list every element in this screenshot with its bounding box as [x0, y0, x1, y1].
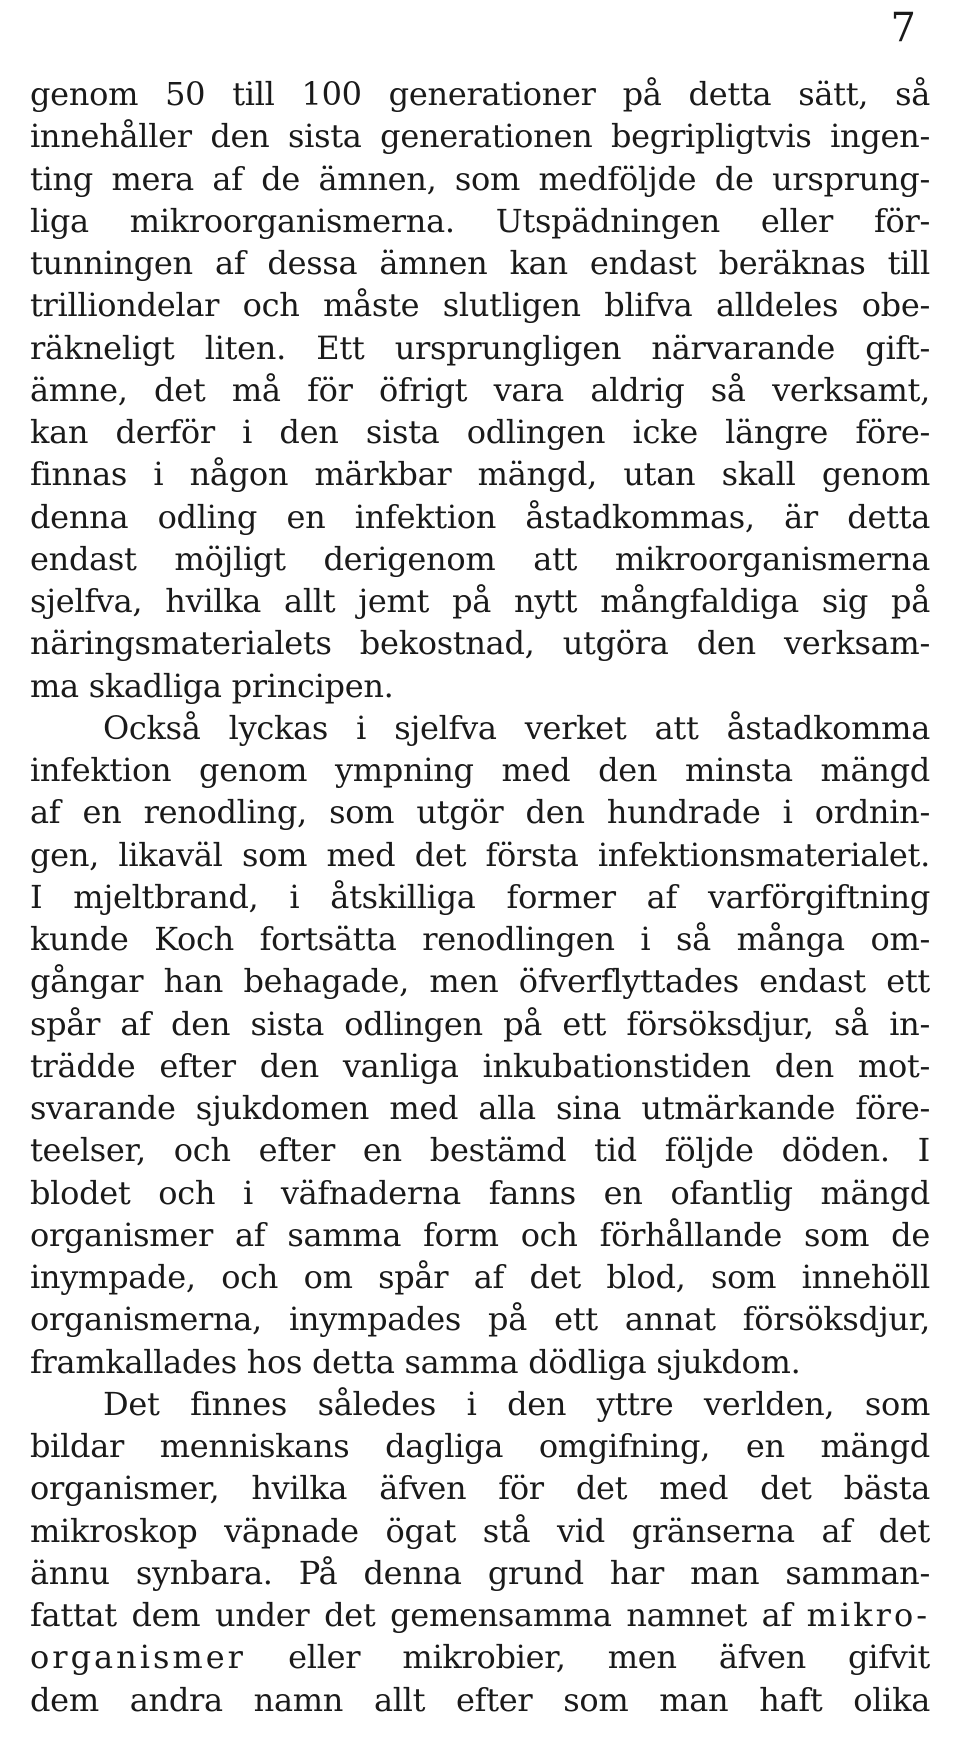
emphasis-term: mikro- [806, 1596, 931, 1634]
text-line: tunningen af dessa ämnen kan endast beräknas till [30, 244, 930, 282]
text-line: trilliondelar och måste slutligen blifva alldeles obe- [30, 286, 930, 325]
text-line: mikroskop väpnade ögat stå vid gränserna af det [30, 1511, 930, 1550]
text-line: liga mikroorganismerna. Utspädningen eller för- [30, 201, 930, 240]
body-text [30, 73, 930, 1721]
text-line-with-emphasis [30, 1636, 930, 1678]
paragraph-end-line: framkallades hos detta samma dödliga sjukdom. [30, 1342, 801, 1381]
page-number: 7 [890, 5, 916, 51]
text-line: I mjeltbrand, i åtskilliga former af varförgiftning [30, 877, 930, 916]
text-line: infektion genom ympning med den minsta mängd [30, 751, 930, 789]
text-line: sjelfva, hvilka allt jemt på nytt mångfaldiga sig på [30, 582, 930, 620]
text-line: trädde efter den vanliga inkubationstiden den mot- [30, 1046, 930, 1085]
text-line: ännu synbara. På denna grund har man samman- [30, 1553, 930, 1592]
text-line: innehåller den sista generationen begripligtvis ingen- [30, 117, 930, 156]
text-line: denna odling en infektion åstadkommas, är detta [30, 497, 930, 536]
text-line: ting mera af de ämnen, som medföljde de ursprung- [30, 159, 930, 198]
text-line: genom 50 till 100 generationer på detta sätt, så [30, 75, 930, 113]
text-line: organismer, hvilka äfven för det med det bästa [30, 1469, 930, 1508]
text-segment: eller mikrobier, men äfven gifvit [288, 1638, 930, 1677]
text-line: spår af den sista odlingen på ett försöksdjur, så in- [30, 1004, 930, 1043]
text-line: gångar han behagade, men öfverflyttades endast ett [30, 962, 930, 1001]
text-line: näringsmaterialets bekostnad, utgöra den verksam- [30, 624, 930, 663]
text-line: svarande sjukdomen med alla sina utmärkande före- [30, 1089, 930, 1127]
text-line: teelser, och efter en bestämd tid följde döden. I [30, 1131, 930, 1170]
text-line: organismerna, inympades på ett annat försöksdjur, [30, 1300, 930, 1339]
paragraph-start-line: Det finnes således i den yttre verlden, som [103, 1384, 930, 1423]
text-line: kan derför i den sista odlingen icke längre före- [30, 413, 930, 451]
text-line: af en renodling, som utgör den hundrade i ordnin- [30, 793, 930, 832]
text-line: organismer af samma form och förhållande som de [30, 1215, 930, 1254]
paragraph-start-line: Också lyckas i sjelfva verket att åstadkomma [103, 708, 930, 747]
text-line: blodet och i väfnaderna fanns en ofantlig mängd [30, 1173, 930, 1212]
text-line-with-emphasis [30, 1594, 930, 1636]
paragraph-end-line: ma skadliga principen. [30, 666, 394, 705]
text-line: finnas i någon märkbar mängd, utan skall genom [30, 455, 930, 494]
emphasis-term: organismer [30, 1638, 246, 1677]
text-segment: fattat dem under det gemensamma namnet af [30, 1596, 792, 1634]
text-line: gen, likaväl som med det första infektionsmaterialet. [30, 835, 930, 874]
text-line: räkneligt liten. Ett ursprungligen närvarande gift- [30, 328, 930, 367]
text-line: dem andra namn allt efter som man haft olika [30, 1680, 930, 1719]
text-line: inympade, och om spår af det blod, som innehöll [30, 1258, 930, 1296]
text-line: bildar menniskans dagliga omgifning, en mängd [30, 1427, 930, 1465]
text-line: ämne, det må för öfrigt vara aldrig så verksamt, [30, 370, 930, 409]
text-line: kunde Koch fortsätta renodlingen i så många om- [30, 920, 930, 958]
text-line: endast möjligt derigenom att mikroorganismerna [30, 539, 930, 578]
